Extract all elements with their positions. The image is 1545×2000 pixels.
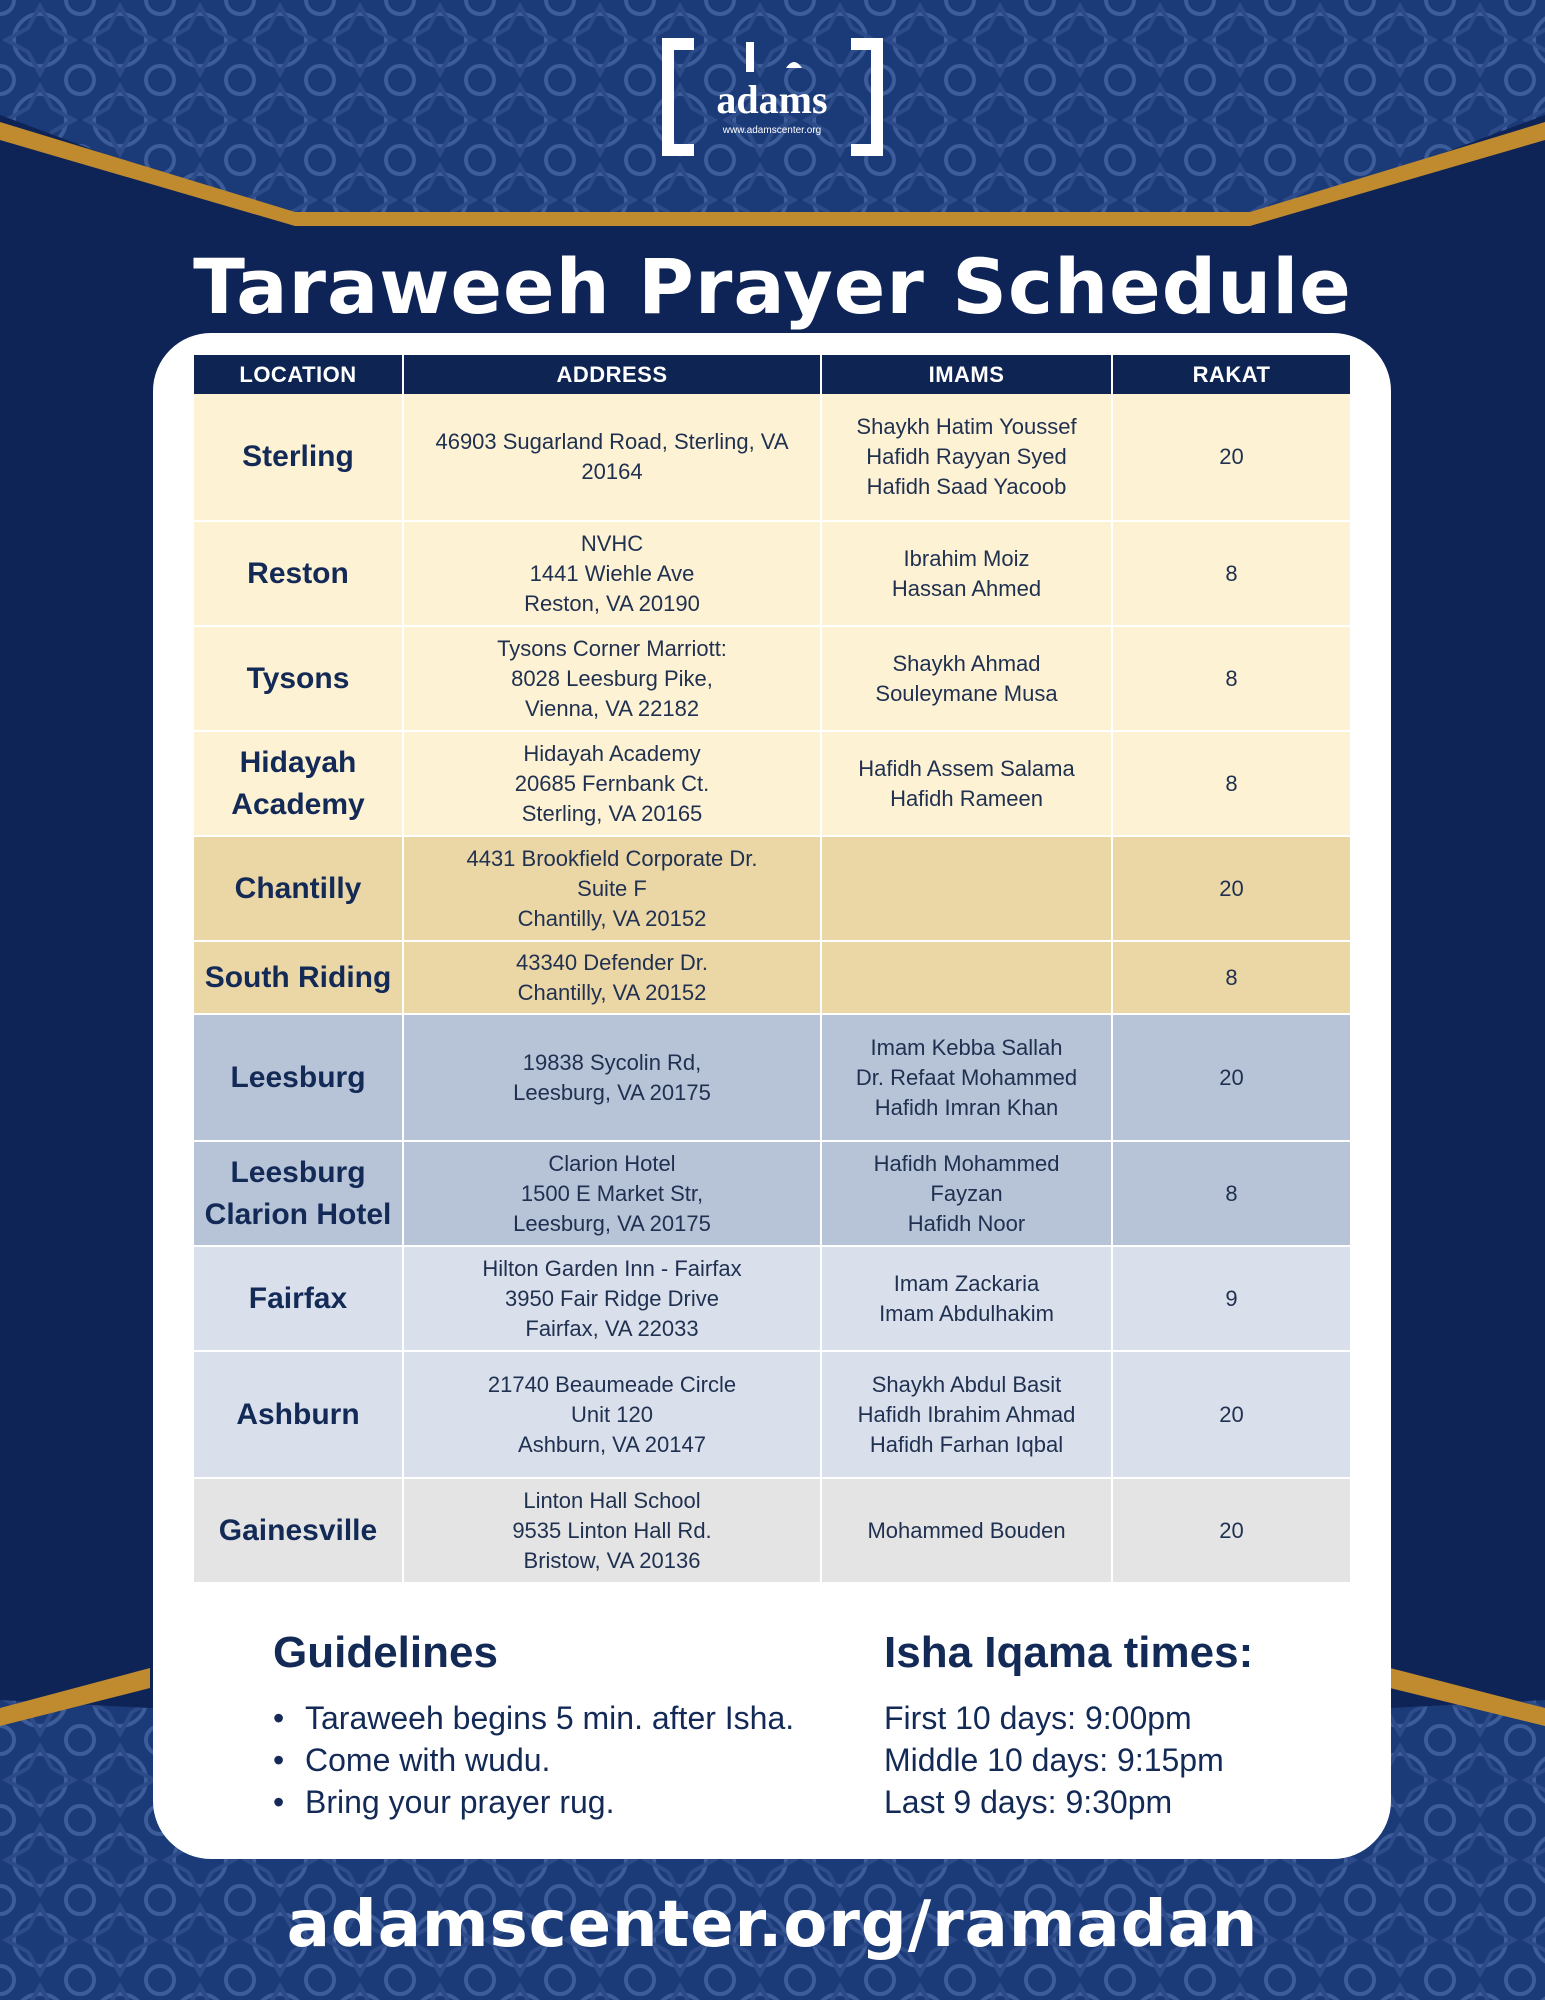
address-line: Sterling, VA 20165 [521, 800, 703, 826]
schedule-table [194, 355, 1350, 1584]
address-cell [403, 394, 821, 521]
location-cell: Leesburg [194, 1014, 403, 1141]
address-cell [403, 1351, 821, 1478]
rakat-cell: 8 [1112, 731, 1350, 836]
table-row [194, 836, 1350, 941]
rakat-cell: 20 [1112, 836, 1350, 941]
imam-name: Hafidh Farhan Iqbal [869, 1431, 1064, 1457]
address-line: Fairfax, VA 22033 [525, 1315, 699, 1341]
table-row [194, 626, 1350, 731]
location-cell: Leesburg Clarion Hotel [194, 1141, 403, 1246]
guideline-text: Taraweeh begins 5 min. after Isha. [305, 1700, 795, 1736]
address-line: 19838 Sycolin Rd, [522, 1049, 702, 1075]
header-address: ADDRESS [403, 355, 821, 394]
address-line: NVHC [580, 530, 644, 556]
imam-name: Hafidh Imran Khan [874, 1094, 1059, 1120]
table-row [194, 1014, 1350, 1141]
address-line: Vienna, VA 22182 [524, 695, 700, 721]
imam-name: Fayzan [930, 1180, 1003, 1206]
imams-cell [821, 1014, 1112, 1141]
address-line: Leesburg, VA 20175 [513, 1210, 711, 1236]
imam-name: Hafidh Rameen [890, 785, 1043, 811]
rakat-cell: 20 [1112, 394, 1350, 521]
list-item [273, 1781, 794, 1823]
imams-cell [821, 394, 1112, 521]
address-line: 1441 Wiehle Ave [529, 560, 695, 586]
rakat-cell: 20 [1112, 1478, 1350, 1583]
address-cell [403, 1246, 821, 1351]
address-line: 46903 Sugarland Road, Sterling, VA [435, 429, 789, 454]
imam-name: Dr. Refaat Mohammed [855, 1064, 1078, 1090]
imams-cell [821, 941, 1112, 1014]
bullet-icon: • [273, 1700, 285, 1736]
address-line: Chantilly, VA 20152 [517, 905, 707, 931]
imams-cell [821, 731, 1112, 836]
address-line: Bristow, VA 20136 [523, 1547, 701, 1573]
guideline-text: Come with wudu. [305, 1742, 551, 1778]
address-cell [403, 1014, 821, 1141]
table-row [194, 1478, 1350, 1583]
address-cell [403, 731, 821, 836]
imam-name: Mohammed Bouden [867, 1517, 1066, 1543]
imam-name: Hafidh Noor [907, 1210, 1026, 1236]
location-cell: Hidayah Academy [194, 731, 403, 836]
address-line: 20164 [581, 459, 643, 484]
location-cell: Sterling [194, 394, 403, 521]
location-cell: Ashburn [194, 1351, 403, 1478]
imam-name: Hafidh Rayyan Syed [866, 444, 1067, 469]
address-line: Leesburg, VA 20175 [513, 1079, 711, 1105]
address-line: Chantilly, VA 20152 [517, 979, 707, 1005]
address-line: 4431 Brookfield Corporate Dr. [466, 845, 758, 871]
imam-name: Imam Kebba Sallah [870, 1034, 1063, 1060]
address-line: Unit 120 [571, 1401, 653, 1427]
isha-heading: Isha Iqama times: [884, 1628, 1254, 1677]
rakat-cell: 8 [1112, 626, 1350, 731]
isha-times-list [884, 1697, 1224, 1823]
location-cell: Tysons [194, 626, 403, 731]
table-row [194, 1141, 1350, 1246]
imams-cell [821, 1351, 1112, 1478]
logo-url: www.adamscenter.org [722, 125, 822, 136]
table-row [194, 394, 1350, 521]
rakat-cell: 9 [1112, 1246, 1350, 1351]
imams-cell [821, 521, 1112, 626]
table-row [194, 521, 1350, 626]
address-line: Hilton Garden Inn - Fairfax [482, 1255, 742, 1281]
imams-cell [821, 1246, 1112, 1351]
table-row [194, 1246, 1350, 1351]
imam-name: Imam Zackaria [893, 1270, 1040, 1296]
bullet-icon: • [273, 1742, 285, 1778]
address-cell [403, 521, 821, 626]
address-line: 43340 Defender Dr. [515, 949, 709, 975]
rakat-cell: 8 [1112, 1141, 1350, 1246]
location-cell: South Riding [194, 941, 403, 1014]
address-line: 9535 Linton Hall Rd. [512, 1517, 712, 1543]
location-cell: Chantilly [194, 836, 403, 941]
address-cell [403, 836, 821, 941]
address-line: Suite F [577, 875, 647, 901]
table-row [194, 1351, 1350, 1478]
location-cell: Gainesville [194, 1478, 403, 1583]
guidelines-heading: Guidelines [273, 1628, 498, 1677]
imam-name: Ibrahim Moiz [903, 545, 1030, 571]
imam-name: Imam Abdulhakim [879, 1300, 1054, 1326]
rakat-cell: 8 [1112, 941, 1350, 1014]
list-item [273, 1697, 794, 1739]
list-item [273, 1739, 794, 1781]
imams-cell [821, 1478, 1112, 1583]
address-line: 3950 Fair Ridge Drive [505, 1285, 719, 1311]
isha-time: Middle 10 days: 9:15pm [884, 1742, 1224, 1778]
location-cell: Fairfax [194, 1246, 403, 1351]
logo-brand: adams [716, 77, 828, 122]
address-line: Reston, VA 20190 [524, 590, 700, 616]
page-title: Taraweeh Prayer Schedule [193, 242, 1352, 331]
address-line: 1500 E Market Str, [520, 1180, 704, 1206]
rakat-cell: 8 [1112, 521, 1350, 626]
header-location: LOCATION [194, 355, 403, 394]
address-cell [403, 1478, 821, 1583]
isha-time: Last 9 days: 9:30pm [884, 1784, 1173, 1820]
header-rakat: RAKAT [1112, 355, 1350, 394]
guidelines-list [273, 1697, 794, 1823]
guideline-text: Bring your prayer rug. [305, 1784, 615, 1820]
header-imams: IMAMS [821, 355, 1112, 394]
imam-name: Souleymane Musa [875, 680, 1058, 706]
imam-name: Shaykh Ahmad [892, 650, 1041, 676]
imam-name: Hafidh Assem Salama [858, 755, 1075, 781]
footer-url[interactable]: adamscenter.org/ramadan [286, 1888, 1259, 1962]
adams-logo [660, 38, 885, 156]
address-line: Linton Hall School [523, 1487, 701, 1513]
imam-name: Hassan Ahmed [891, 575, 1042, 601]
address-line: Clarion Hotel [548, 1150, 676, 1176]
imams-cell [821, 1141, 1112, 1246]
bullet-icon: • [273, 1784, 285, 1820]
table-row [194, 941, 1350, 1014]
address-line: Ashburn, VA 20147 [518, 1431, 706, 1457]
imam-name: Hafidh Saad Yacoob [866, 474, 1067, 499]
rakat-cell: 20 [1112, 1351, 1350, 1478]
address-line: Hidayah Academy [523, 740, 701, 766]
address-cell [403, 626, 821, 731]
imam-name: Hafidh Ibrahim Ahmad [857, 1401, 1076, 1427]
table-header-row [194, 355, 1350, 394]
imam-name: Shaykh Hatim Youssef [856, 414, 1077, 439]
imams-cell [821, 626, 1112, 731]
rakat-cell: 20 [1112, 1014, 1350, 1141]
isha-time: First 10 days: 9:00pm [884, 1700, 1192, 1736]
imam-name: Hafidh Mohammed [873, 1150, 1060, 1176]
imam-name: Shaykh Abdul Basit [871, 1371, 1062, 1397]
address-line: 21740 Beaumeade Circle [487, 1371, 737, 1397]
imams-cell [821, 836, 1112, 941]
address-cell [403, 1141, 821, 1246]
address-cell [403, 941, 821, 1014]
address-line: 20685 Fernbank Ct. [514, 770, 710, 796]
location-cell: Reston [194, 521, 403, 626]
address-line: 8028 Leesburg Pike, [511, 665, 713, 691]
table-row [194, 731, 1350, 836]
address-line: Tysons Corner Marriott: [497, 635, 727, 661]
